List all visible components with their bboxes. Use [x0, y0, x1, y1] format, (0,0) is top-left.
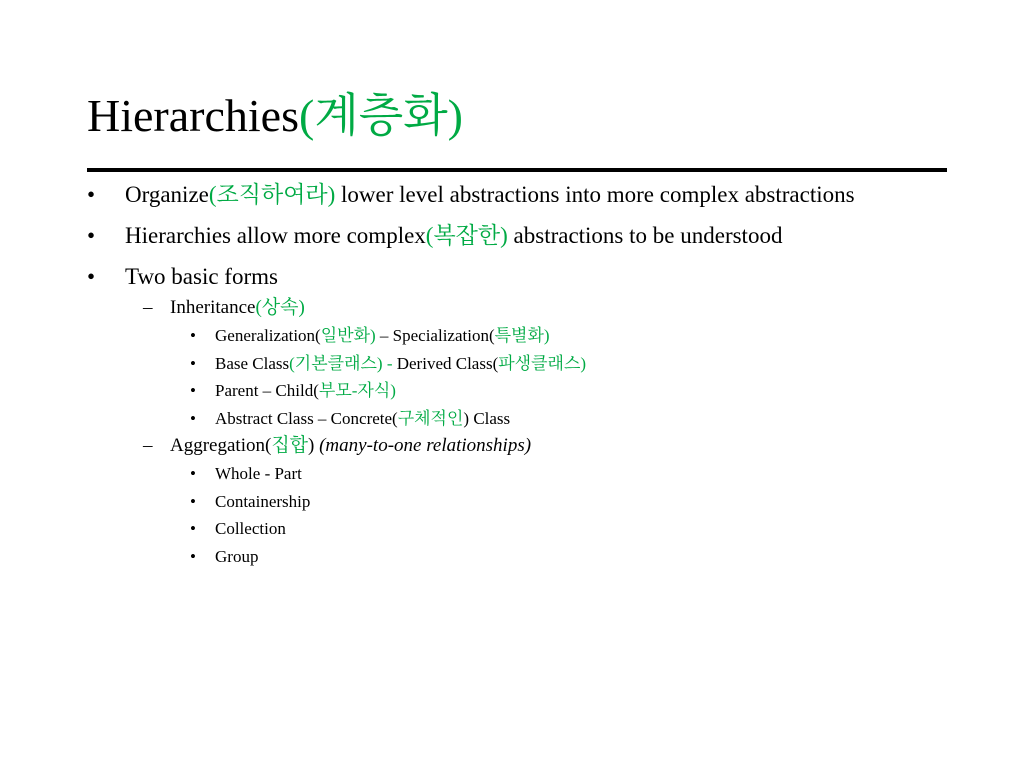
bullet-list — [87, 178, 937, 570]
dash-icon: – — [143, 297, 153, 318]
subbullet-korean: 집합 — [271, 435, 309, 456]
bullet-korean: (조직하여라) — [208, 182, 336, 207]
subbullet-note: (many-to-one relationships) — [314, 435, 532, 456]
bullet-two-forms — [87, 260, 937, 294]
subbullet-text: Aggregation( — [170, 435, 272, 456]
bullet-organize — [87, 178, 937, 212]
slide-title — [87, 88, 463, 144]
bullet-icon: • — [87, 223, 96, 248]
bullet-icon: • — [87, 182, 96, 207]
item-text: Abstract Class – Concrete( — [215, 408, 398, 428]
bullet-text: Organize — [125, 182, 209, 207]
item-text: Derived Class( — [396, 353, 499, 373]
bullet-icon: • — [190, 464, 196, 483]
bullet-icon: • — [190, 381, 196, 400]
item-abstract-class — [87, 405, 937, 433]
bullet-icon: • — [190, 546, 196, 566]
subbullet-korean: (상속) — [255, 297, 305, 318]
item-parent-child — [87, 377, 937, 405]
bullet-text-rest: lower level abstractions into more complex abstractions — [335, 182, 855, 207]
item-text: Whole - Part — [215, 464, 302, 483]
bullet-text: Two basic forms — [125, 264, 278, 289]
item-text: ) Class — [463, 408, 511, 428]
title-korean: (계층화) — [299, 90, 463, 141]
subbullet-close: ) — [308, 435, 315, 456]
subbullet-inheritance — [87, 294, 937, 322]
bullet-text: Hierarchies allow more complex — [125, 223, 426, 248]
item-text: Containership — [215, 491, 311, 511]
item-korean: (기본클래스) - — [289, 353, 397, 373]
item-korean: 파생클래스) — [498, 353, 587, 373]
bullet-icon: • — [190, 326, 196, 345]
item-text: Generalization( — [215, 326, 321, 345]
item-group — [87, 543, 937, 571]
item-text: Group — [215, 546, 259, 566]
bullet-icon: • — [190, 353, 196, 373]
title-divider — [87, 168, 947, 172]
item-text: Parent – Child( — [215, 381, 319, 400]
item-korean: 특별화) — [494, 326, 550, 345]
title-text: Hierarchies — [87, 90, 299, 141]
item-generalization — [87, 322, 937, 350]
item-text: Collection — [215, 519, 286, 538]
item-text: – Specialization( — [375, 326, 495, 345]
item-whole-part — [87, 460, 937, 488]
bullet-icon: • — [190, 408, 196, 428]
bullet-text-rest: abstractions to be understood — [507, 223, 783, 248]
item-collection — [87, 515, 937, 543]
bullet-icon: • — [87, 264, 96, 289]
bullet-icon: • — [190, 491, 196, 511]
subbullet-aggregation — [87, 432, 937, 460]
bullet-korean: (복잡한) — [425, 223, 508, 248]
item-text: Base Class — [215, 353, 290, 373]
item-korean: 일반화) — [320, 326, 376, 345]
bullet-icon: • — [190, 519, 196, 538]
dash-icon: – — [143, 435, 153, 456]
item-base-class — [87, 350, 937, 378]
item-containership — [87, 488, 937, 516]
subbullet-text: Inheritance — [170, 297, 256, 318]
item-korean: 부모-자식) — [318, 381, 396, 400]
item-korean: 구체적인 — [397, 408, 464, 428]
bullet-hierarchies — [87, 219, 937, 253]
